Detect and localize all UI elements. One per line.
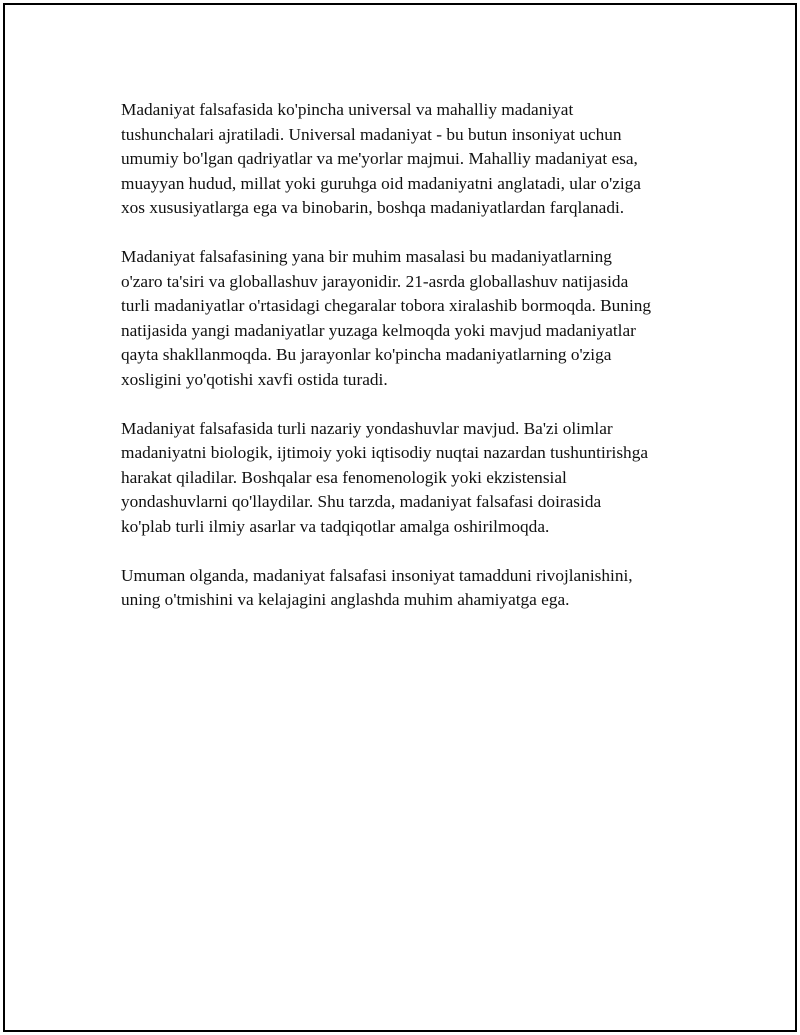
paragraph-3 xyxy=(121,417,721,540)
text-line: turli madaniyatlar o'rtasidagi chegaralar tobora xiralashib bormoqda. Buning xyxy=(121,296,652,315)
paragraph-4 xyxy=(121,564,721,613)
page-frame xyxy=(3,3,797,1032)
text-line: Madaniyat falsafasida ko'pincha universal va mahalliy madaniyat xyxy=(121,100,574,119)
text-line: Umuman olganda, madaniyat falsafasi insoniyat tamadduni rivojlanishini, xyxy=(121,565,633,585)
text-line: uning o'tmishini va kelajagini anglashda muhim ahamiyatga ega. xyxy=(121,590,570,609)
text-line: natijasida yangi madaniyatlar yuzaga kelmoqda yoki mavjud madaniyatlar xyxy=(121,320,636,340)
paragraph-1 xyxy=(121,98,721,221)
text-line: umumiy bo'lgan qadriyatlar va me'yorlar majmui. Mahalliy madaniyat esa, xyxy=(121,149,638,168)
text-line: o'zaro ta'siri va globallashuv jarayonidir. 21-asrda globallashuv natijasida xyxy=(121,271,629,291)
text-line: muayyan hudud, millat yoki guruhga oid madaniyatni anglatadi, ular o'ziga xyxy=(121,173,641,193)
paragraph-2 xyxy=(121,245,721,392)
text-line: yondashuvlarni qo'llaydilar. Shu tarzda, madaniyat falsafasi doirasida xyxy=(121,492,602,511)
text-line: ko'plab turli ilmiy asarlar va tadqiqotlar amalga oshirilmoqda. xyxy=(121,516,550,536)
text-line: xos xususiyatlarga ega va binobarin, boshqa madaniyatlardan farqlanadi. xyxy=(121,198,625,217)
text-line: tushunchalari ajratiladi. Universal madaniyat - bu butun insoniyat uchun xyxy=(121,124,622,144)
text-line: xosligini yo'qotishi xavfi ostida turadi. xyxy=(121,369,388,389)
text-line: harakat qiladilar. Boshqalar esa fenomenologik yoki ekzistensial xyxy=(121,467,567,487)
text-line: madaniyatni biologik, ijtimoiy yoki iqtisodiy nuqtai nazardan tushuntirishga xyxy=(121,443,649,462)
document-body xyxy=(121,98,721,637)
text-line: Madaniyat falsafasida turli nazariy yondashuvlar mavjud. Ba'zi olimlar xyxy=(121,418,613,438)
text-line: Madaniyat falsafasining yana bir muhim masalasi bu madaniyatlarning xyxy=(121,247,612,266)
text-line: qayta shakllanmoqda. Bu jarayonlar ko'pincha madaniyatlarning o'ziga xyxy=(121,345,612,364)
